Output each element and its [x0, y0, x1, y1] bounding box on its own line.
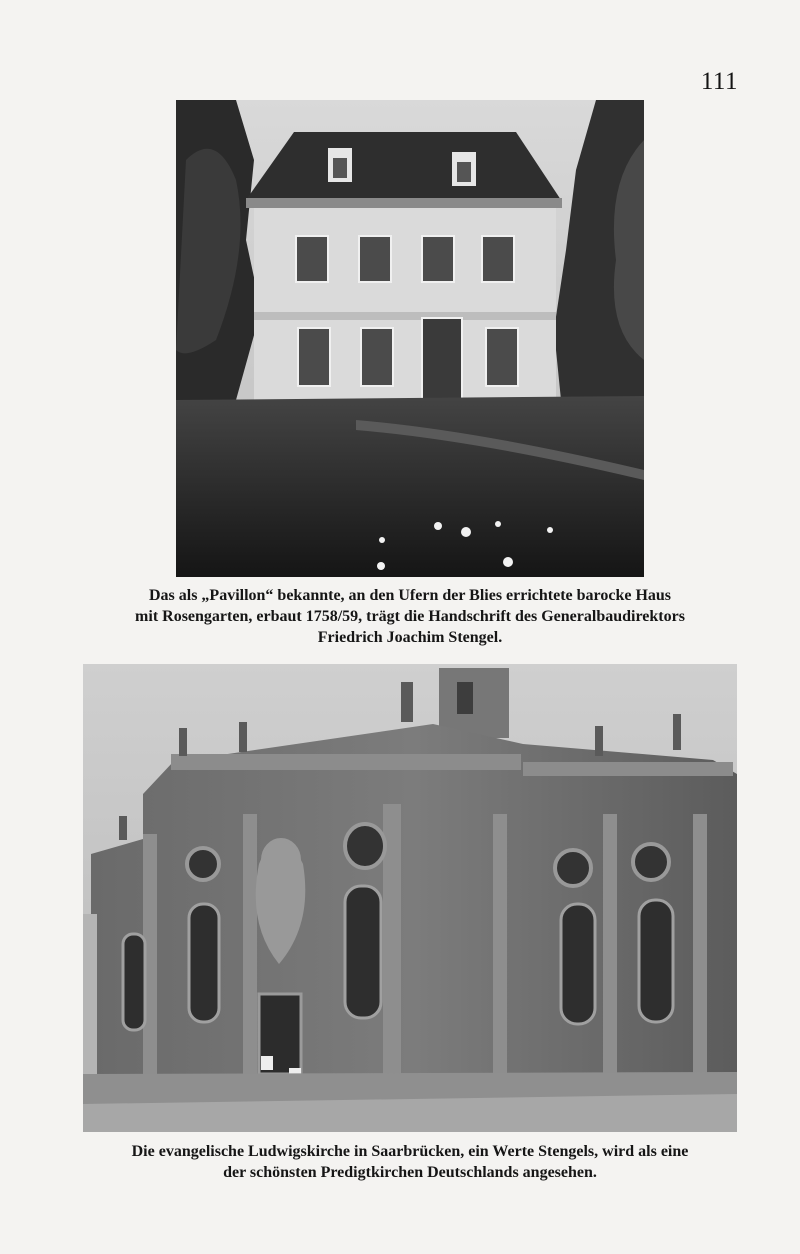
caption-line: Friedrich Joachim Stengel. [317, 629, 503, 646]
ludwigskirche-image [83, 664, 737, 1132]
photo-pavillon [176, 100, 644, 577]
caption-line: Die evangelische Ludwigskirche in Saarbrücken, ein Werte Stengels, wird als eine [131, 1143, 689, 1160]
caption-ludwigskirche [82, 1141, 738, 1183]
page-number: 111 [700, 68, 738, 95]
caption-pavillon [82, 585, 738, 648]
caption-line: der schönsten Predigtkirchen Deutschlands angesehen. [223, 1164, 597, 1181]
caption-line: Das als „Pavillon“ bekannte, an den Ufern der Blies errichtete barocke Haus [148, 587, 672, 604]
photo-ludwigskirche [83, 664, 737, 1132]
caption-line: mit Rosengarten, erbaut 1758/59, trägt die Handschrift des Generalbaudirektors [135, 608, 685, 625]
pavillon-image [176, 100, 644, 577]
